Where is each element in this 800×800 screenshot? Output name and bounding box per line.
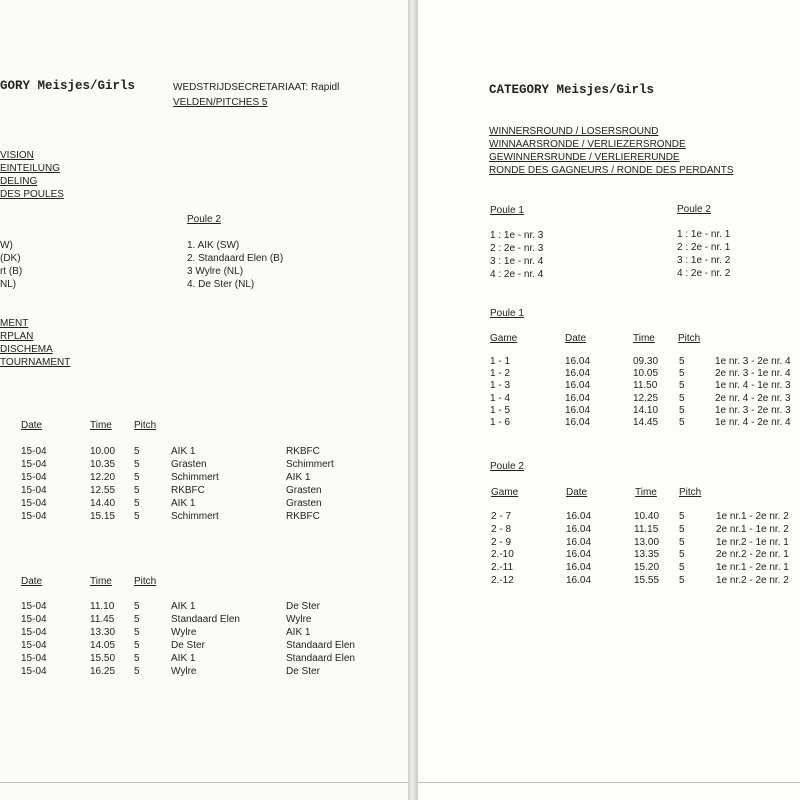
date-cell: 16.04	[565, 404, 591, 416]
tournament-line: RPLAN	[0, 331, 34, 342]
time-cell: 11.50	[633, 380, 658, 392]
time-cell: 11.15	[634, 523, 659, 535]
away-team-cell: AIK 1	[286, 627, 311, 638]
round-line: GEWINNERSRUNDE / VERLIERERUNDE	[489, 152, 680, 163]
pitches-label: VELDEN/PITCHES 5	[173, 97, 268, 108]
date-header: Date	[565, 333, 587, 344]
game-header: Game	[490, 333, 518, 344]
time-cell: 15.20	[634, 562, 660, 574]
games-2-title: Poule 2	[490, 461, 524, 472]
date-cell: 15-04	[21, 614, 47, 625]
bleed-through-watermark	[568, 600, 581, 659]
pitch-header: Pitch	[679, 487, 702, 498]
time-cell: 10.35	[90, 459, 116, 470]
matchup-cell: 2e nr. 4 - 2e nr. 3	[715, 392, 791, 404]
time-cell: 09.30	[633, 356, 659, 367]
category-title: GORY Meisjes/Girls	[0, 79, 136, 93]
pitch-cell: 5	[679, 368, 685, 380]
away-team-cell: De Ster	[286, 601, 320, 612]
time-header: Time	[635, 487, 657, 498]
away-team-cell: RKBFC	[286, 511, 320, 522]
game-cell: 1 - 5	[490, 404, 511, 416]
game-cell: 2 - 8	[491, 523, 512, 535]
pitch-cell: 5	[134, 627, 140, 638]
date-cell: 15-04	[21, 472, 47, 483]
pitch-cell: 5	[134, 446, 140, 457]
date-cell: 15-04	[21, 653, 47, 664]
pitch-cell: 5	[679, 511, 685, 522]
time-header: Time	[90, 576, 112, 587]
date-cell: 16.04	[565, 368, 591, 380]
date-cell: 16.04	[566, 549, 592, 561]
poule-2-title: Poule 2	[187, 214, 221, 225]
seed-entry: 2 : 2e - nr. 3	[490, 243, 544, 254]
category-title: CATEGORY Meisjes/Girls	[489, 83, 655, 97]
date-cell: 16.04	[566, 575, 592, 586]
pitch-cell: 5	[134, 601, 140, 612]
pitch-cell: 5	[679, 356, 685, 367]
pitch-header: Pitch	[134, 420, 157, 431]
date-cell: 16.04	[565, 392, 591, 404]
time-cell: 13.00	[634, 536, 660, 548]
poule-1-title: Poule 1	[490, 205, 524, 216]
away-team-cell: Grasten	[286, 485, 322, 496]
team-entry: 3 Wylre (NL)	[187, 266, 244, 277]
date-cell: 15-04	[21, 498, 47, 509]
home-team-cell: Standaard Elen	[171, 614, 240, 625]
team-entry: 4. De Ster (NL)	[187, 279, 255, 290]
date-cell: 15-04	[21, 485, 47, 496]
seed-entry: 1 : 1e - nr. 1	[677, 229, 731, 240]
date-header: Date	[21, 576, 43, 587]
time-cell: 15.55	[634, 575, 660, 586]
home-team-cell: AIK 1	[171, 498, 196, 509]
home-team-cell: Schimmert	[171, 511, 219, 522]
date-cell: 16.04	[565, 356, 591, 367]
tournament-line: DISCHEMA	[0, 344, 53, 355]
pitch-cell: 5	[679, 417, 685, 428]
round-line: WINNAARSRONDE / VERLIEZERSRONDE	[489, 139, 686, 150]
seed-entry: 3 : 1e - nr. 4	[490, 256, 544, 267]
date-cell: 15-04	[21, 511, 47, 522]
team-entry: 1. AIK (SW)	[187, 240, 240, 251]
time-cell: 13.35	[634, 549, 660, 561]
away-team-cell: RKBFC	[286, 446, 320, 457]
home-team-cell: Schimmert	[171, 472, 219, 483]
pitch-cell: 5	[134, 640, 140, 651]
date-cell: 15-04	[21, 601, 47, 612]
date-cell: 15-04	[21, 446, 47, 457]
pitch-cell: 5	[679, 404, 685, 416]
date-cell: 16.04	[566, 523, 592, 535]
time-cell: 14.05	[90, 640, 116, 651]
pitch-cell: 5	[679, 392, 685, 404]
pitch-cell: 5	[134, 459, 140, 470]
pitch-header: Pitch	[678, 333, 701, 344]
date-cell: 16.04	[565, 380, 591, 392]
secretariat-label: WEDSTRIJDSECRETARIAAT: Rapidl	[173, 82, 340, 93]
seed-entry: 2 : 2e - nr. 1	[677, 242, 731, 253]
away-team-cell: Grasten	[286, 498, 322, 509]
game-cell: 2 - 7	[491, 511, 512, 522]
game-cell: 1 - 2	[490, 368, 511, 380]
date-cell: 16.04	[565, 417, 591, 428]
page-edge	[0, 782, 408, 783]
pitch-cell: 5	[134, 498, 140, 509]
time-cell: 12.20	[90, 472, 116, 483]
date-header: Date	[566, 487, 588, 498]
pitch-cell: 5	[134, 614, 140, 625]
pitch-cell: 5	[134, 485, 140, 496]
home-team-cell: Wylre	[171, 627, 197, 638]
poule-2-title: Poule 2	[677, 204, 711, 215]
game-cell: 1 - 3	[490, 380, 511, 392]
seed-entry: 4 : 2e - nr. 4	[490, 269, 544, 280]
game-header: Game	[491, 487, 519, 498]
pitch-cell: 5	[679, 523, 685, 535]
matchup-cell: 1e nr. 3 - 2e nr. 4	[715, 356, 791, 367]
time-cell: 15.15	[90, 511, 116, 522]
time-cell: 11.10	[90, 601, 115, 612]
away-team-cell: AIK 1	[286, 472, 311, 483]
division-line: DELING	[0, 176, 38, 187]
matchup-cell: 1e nr. 4 - 1e nr. 3	[715, 380, 791, 392]
away-team-cell: Schimmert	[286, 459, 334, 470]
pitch-cell: 5	[679, 562, 685, 574]
date-cell: 15-04	[21, 459, 47, 470]
time-cell: 10.05	[633, 368, 659, 380]
seed-entry: 3 : 1e - nr. 2	[677, 255, 731, 266]
round-line: RONDE DES GAGNEURS / RONDE DES PERDANTS	[489, 165, 734, 176]
pitch-cell: 5	[679, 380, 685, 392]
time-header: Time	[633, 333, 655, 344]
matchup-cell: 1e nr.2 - 1e nr. 1	[716, 536, 789, 548]
home-team-cell: AIK 1	[171, 653, 196, 664]
team-entry: rt (B)	[0, 266, 23, 277]
home-team-cell: Grasten	[171, 459, 207, 470]
time-cell: 10.00	[90, 446, 116, 457]
time-cell: 14.10	[633, 404, 659, 416]
time-cell: 15.50	[90, 653, 116, 664]
games-1-title: Poule 1	[490, 308, 524, 319]
time-cell: 16.25	[90, 666, 116, 677]
home-team-cell: De Ster	[171, 640, 205, 651]
home-team-cell: AIK 1	[171, 601, 196, 612]
pitch-cell: 5	[679, 536, 685, 548]
date-cell: 16.04	[566, 511, 592, 522]
time-cell: 14.45	[633, 417, 659, 428]
division-line: DES POULES	[0, 189, 64, 200]
away-team-cell: Standaard Elen	[286, 653, 355, 664]
team-entry: W)	[0, 240, 13, 251]
pitch-cell: 5	[679, 575, 685, 586]
time-cell: 12.25	[633, 392, 659, 404]
pitch-cell: 5	[134, 511, 140, 522]
game-cell: 1 - 1	[490, 356, 511, 367]
game-cell: 2.-10	[491, 549, 514, 561]
date-cell: 15-04	[21, 666, 47, 677]
away-team-cell: De Ster	[286, 666, 320, 677]
seed-entry: 4 : 2e - nr. 2	[677, 268, 731, 279]
page-edge	[418, 782, 800, 783]
book-gutter	[408, 0, 418, 800]
matchup-cell: 2e nr.1 - 1e nr. 2	[716, 523, 789, 535]
date-header: Date	[21, 420, 43, 431]
pitch-cell: 5	[134, 472, 140, 483]
matchup-cell: 1e nr.1 - 2e nr. 1	[716, 562, 789, 574]
matchup-cell: 1e nr. 3 - 2e nr. 3	[715, 404, 791, 416]
date-cell: 15-04	[21, 640, 47, 651]
division-line: VISION	[0, 150, 34, 161]
away-team-cell: Standaard Elen	[286, 640, 355, 651]
matchup-cell: 1e nr.2 - 2e nr. 2	[716, 575, 789, 586]
game-cell: 2 - 9	[491, 536, 512, 548]
away-team-cell: Wylre	[286, 614, 312, 625]
time-cell: 14.40	[90, 498, 116, 509]
matchup-cell: 2e nr.2 - 2e nr. 1	[716, 549, 789, 561]
pitch-cell: 5	[134, 653, 140, 664]
game-cell: 1 - 6	[490, 417, 511, 428]
date-cell: 16.04	[566, 562, 592, 574]
time-cell: 10.40	[634, 511, 660, 522]
round-line: WINNERSROUND / LOSERSROUND	[489, 126, 659, 137]
game-cell: 2.-12	[491, 575, 514, 586]
tournament-line: TOURNAMENT	[0, 357, 71, 368]
time-cell: 12.55	[90, 485, 116, 496]
team-entry: NL)	[0, 279, 17, 290]
game-cell: 1 - 4	[490, 392, 511, 404]
game-cell: 2.-11	[491, 562, 514, 574]
date-cell: 16.04	[566, 536, 592, 548]
tournament-line: MENT	[0, 318, 29, 329]
home-team-cell: AIK 1	[171, 446, 196, 457]
time-cell: 11.45	[90, 614, 115, 625]
team-entry: (DK)	[0, 253, 21, 264]
division-line: EINTEILUNG	[0, 163, 61, 174]
time-cell: 13.30	[90, 627, 116, 638]
seed-entry: 1 : 1e - nr. 3	[490, 230, 544, 241]
pitch-header: Pitch	[134, 576, 157, 587]
pitch-cell: 5	[679, 549, 685, 561]
matchup-cell: 1e nr.1 - 2e nr. 2	[716, 511, 789, 522]
matchup-cell: 2e nr. 3 - 1e nr. 4	[715, 368, 791, 380]
time-header: Time	[90, 420, 112, 431]
matchup-cell: 1e nr. 4 - 2e nr. 4	[715, 417, 791, 428]
home-team-cell: RKBFC	[171, 485, 205, 496]
right-page	[418, 0, 800, 800]
pitch-cell: 5	[134, 666, 140, 677]
date-cell: 15-04	[21, 627, 47, 638]
team-entry: 2. Standaard Elen (B)	[187, 253, 284, 264]
home-team-cell: Wylre	[171, 666, 197, 677]
